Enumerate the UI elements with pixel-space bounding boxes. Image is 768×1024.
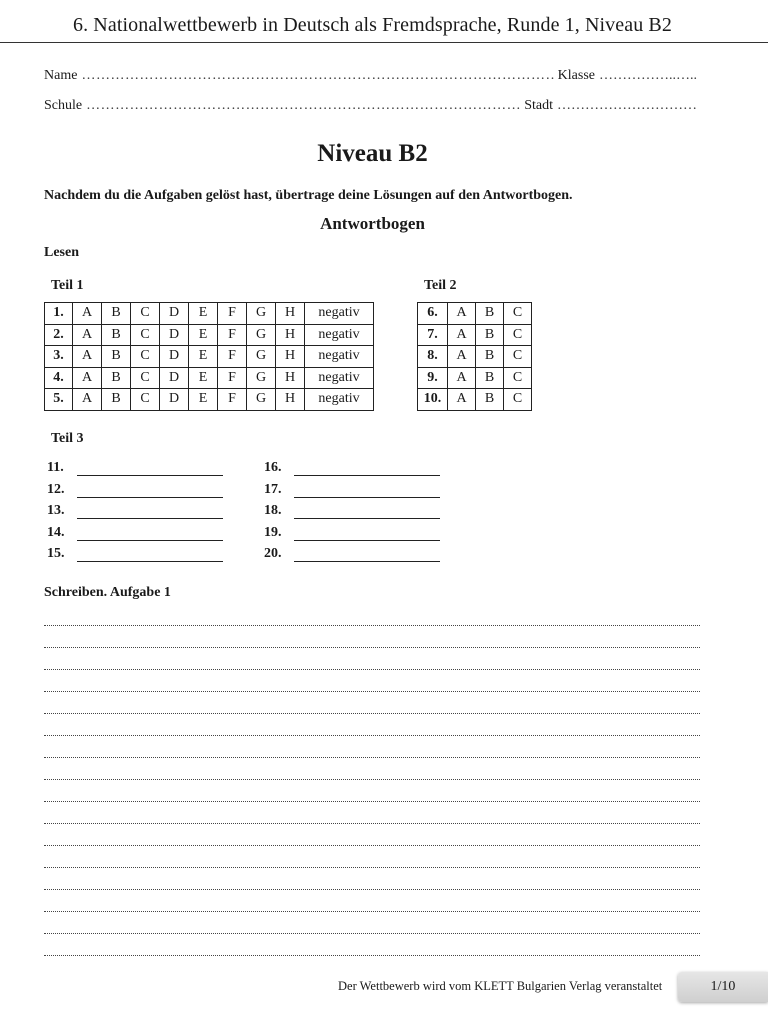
blank-answer-row [264,503,440,519]
writing-line[interactable] [44,691,700,692]
teil2-row [418,346,532,368]
answer-option-f[interactable]: F [218,367,247,389]
teil2-row [418,303,532,325]
question-number: 6. [418,303,448,325]
writing-line[interactable] [44,757,700,758]
answer-option-b[interactable]: B [102,389,131,411]
answer-line[interactable] [294,483,440,498]
page-number-badge: 1/10 [678,972,768,1002]
answer-option-g[interactable]: G [247,324,276,346]
answer-option-negativ[interactable]: negativ [305,324,374,346]
stadt-field[interactable]: ………………………… [557,98,697,113]
answer-option-a[interactable]: A [73,346,102,368]
question-number: 17. [264,481,282,497]
answer-option-b[interactable]: B [476,346,504,368]
blank-answer-row [47,460,223,476]
question-number: 8. [418,346,448,368]
teil1-row [45,324,374,346]
teil1-row [45,303,374,325]
answer-line[interactable] [77,461,223,476]
answer-option-b[interactable]: B [476,303,504,325]
question-number: 3. [45,346,73,368]
blank-answer-row [47,503,223,519]
question-number: 20. [264,546,282,561]
writing-line[interactable] [44,933,700,934]
writing-line[interactable] [44,779,700,780]
teil1-row [45,389,374,411]
answer-option-c[interactable]: C [504,346,532,368]
answer-option-a[interactable]: A [73,389,102,411]
question-number: 10. [418,389,448,411]
question-number: 1. [45,303,73,325]
answer-option-d[interactable]: D [160,389,189,411]
answer-option-b[interactable]: B [102,367,131,389]
answer-option-e[interactable]: E [189,389,218,411]
teil2-row [418,324,532,346]
teil2-label: Teil 2 [424,278,457,293]
answer-line[interactable] [294,504,440,519]
schreiben-label: Schreiben. Aufgabe 1 [44,585,171,600]
answer-option-a[interactable]: A [448,303,476,325]
answer-option-e[interactable]: E [189,346,218,368]
writing-line[interactable] [44,625,700,626]
answer-option-a[interactable]: A [73,324,102,346]
answer-option-negativ[interactable]: negativ [305,367,374,389]
header-rule [0,42,768,43]
schule-stadt-row [44,98,697,114]
schule-label: Schule [44,98,83,113]
question-number: 18. [264,503,282,518]
answer-option-f[interactable]: F [218,324,247,346]
answer-option-c[interactable]: C [131,346,160,368]
answer-option-a[interactable]: A [73,367,102,389]
writing-line[interactable] [44,955,700,956]
blank-answer-row [47,546,223,562]
answer-option-h[interactable]: H [276,389,305,411]
answer-option-b[interactable]: B [102,346,131,368]
blank-answer-row [47,482,223,498]
answer-option-d[interactable]: D [160,346,189,368]
answer-line[interactable] [77,504,223,519]
answer-line[interactable] [294,526,440,541]
answer-line[interactable] [294,461,440,476]
teil2-answer-grid [417,302,532,411]
name-klasse-row [44,68,697,84]
answer-line[interactable] [77,547,223,562]
writing-line[interactable] [44,801,700,802]
answer-option-g[interactable]: G [247,346,276,368]
name-label: Name [44,68,78,83]
blank-answer-row [264,460,440,476]
answer-sheet-title: Antwortbogen [320,214,425,233]
answer-option-d[interactable]: D [160,324,189,346]
header-title: 6. Nationalwettbewerb in Deutsch als Fremdsprache, Runde 1, Niveau B2 [73,14,672,36]
answer-option-f[interactable]: F [218,303,247,325]
answer-option-g[interactable]: G [247,367,276,389]
question-number: 5. [45,389,73,411]
answer-option-a[interactable]: A [448,346,476,368]
writing-line[interactable] [44,669,700,670]
teil2-row [418,389,532,411]
schule-field[interactable] [86,98,520,114]
question-number: 15. [47,546,65,561]
question-number: 2. [45,324,73,346]
answer-option-e[interactable]: E [189,367,218,389]
blank-answer-row [264,546,440,562]
writing-line[interactable] [44,867,700,868]
writing-line[interactable] [44,845,700,846]
klasse-field[interactable]: ……………..….. [599,68,697,83]
writing-line[interactable] [44,713,700,714]
writing-line[interactable] [44,911,700,912]
writing-line[interactable] [44,889,700,890]
answer-option-b[interactable]: B [476,324,504,346]
question-number: 4. [45,367,73,389]
answer-option-negativ[interactable]: negativ [305,303,374,325]
answer-line[interactable] [77,526,223,541]
writing-line[interactable] [44,647,700,648]
answer-option-c[interactable]: C [131,367,160,389]
answer-line[interactable] [294,547,440,562]
teil1-answer-grid [44,302,374,411]
blank-answer-row [47,525,223,541]
answer-option-c[interactable]: C [131,389,160,411]
answer-option-c[interactable]: C [504,389,532,411]
answer-option-b[interactable]: B [102,303,131,325]
blank-answer-row [264,482,440,498]
answer-option-c[interactable]: C [504,303,532,325]
answer-option-b[interactable]: B [102,324,131,346]
teil3-label: Teil 3 [51,431,84,446]
answer-option-h[interactable]: H [276,303,305,325]
teil2-row [418,367,532,389]
teil1-row [45,367,374,389]
answer-option-e[interactable]: E [189,324,218,346]
answer-option-h[interactable]: H [276,324,305,346]
blank-answer-row [264,525,440,541]
question-number: 14. [47,524,65,540]
teil1-label: Teil 1 [51,278,84,293]
question-number: 12. [47,481,65,497]
answer-option-f[interactable]: F [218,346,247,368]
question-number: 9. [418,367,448,389]
question-number: 19. [264,524,282,540]
answer-option-negativ[interactable]: negativ [305,389,374,411]
page-title: Niveau B2 [317,140,428,167]
writing-line[interactable] [44,823,700,824]
answer-line[interactable] [77,483,223,498]
question-number: 16. [264,460,282,475]
question-number: 7. [418,324,448,346]
answer-option-c[interactable]: C [504,367,532,389]
answer-option-a[interactable]: A [448,389,476,411]
answer-option-h[interactable]: H [276,346,305,368]
answer-option-a[interactable]: A [448,324,476,346]
stadt-label: Stadt [524,98,553,113]
answer-option-c[interactable]: C [504,324,532,346]
answer-option-c[interactable]: C [131,324,160,346]
answer-option-d[interactable]: D [160,367,189,389]
lesen-label: Lesen [44,245,79,260]
answer-option-c[interactable]: C [131,303,160,325]
writing-line[interactable] [44,735,700,736]
klasse-label: Klasse [557,68,595,83]
answer-option-a[interactable]: A [448,367,476,389]
answer-option-f[interactable]: F [218,389,247,411]
answer-option-d[interactable]: D [160,303,189,325]
answer-option-g[interactable]: G [247,303,276,325]
answer-option-b[interactable]: B [476,389,504,411]
answer-option-e[interactable]: E [189,303,218,325]
answer-option-g[interactable]: G [247,389,276,411]
answer-option-negativ[interactable]: negativ [305,346,374,368]
question-number: 13. [47,503,65,518]
answer-option-h[interactable]: H [276,367,305,389]
name-field[interactable] [81,68,553,84]
answer-option-b[interactable]: B [476,367,504,389]
teil1-row [45,346,374,368]
answer-option-a[interactable]: A [73,303,102,325]
footer-text: Der Wettbewerb wird vom KLETT Bulgarien Verlag veranstaltet [338,979,663,993]
instruction-text: Nachdem du die Aufgaben gelöst hast, übertrage deine Lösungen auf den Antwortbogen. [44,188,573,203]
question-number: 11. [47,460,64,475]
